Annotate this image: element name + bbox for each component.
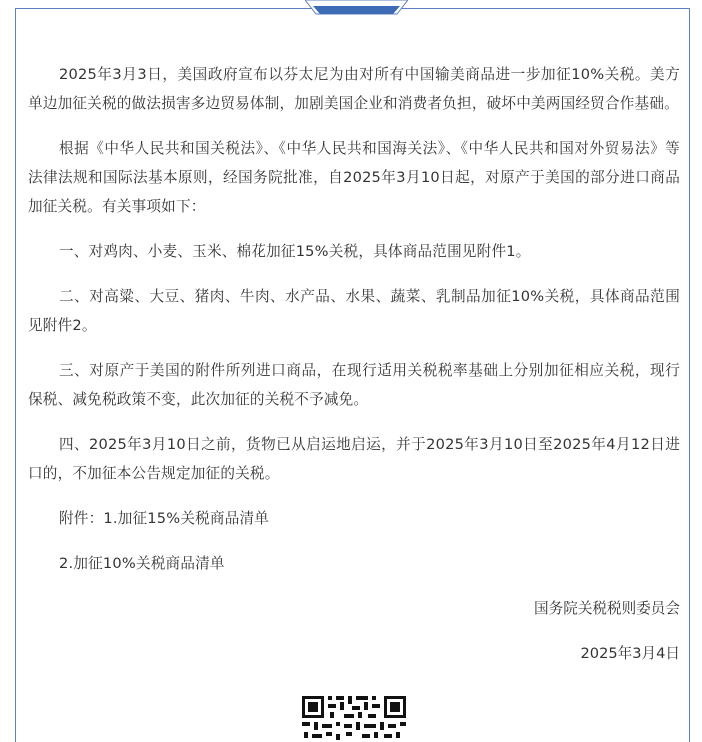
issue-date: 2025年3月4日: [580, 645, 680, 662]
paragraph-item-2: 二、对高粱、大豆、猪肉、牛肉、水产品、水果、蔬菜、乳制品加征10%关税，具体商品范围见附件2。: [28, 288, 680, 334]
attachment-2: 2.加征10%关税商品清单: [59, 555, 225, 572]
paragraph-legal-basis: 根据《中华人民共和国关税法》、《中华人民共和国海关法》、《中华人民共和国对外贸易法》等法律法规和国际法基本原则，经国务院批准，自2025年3月10日起，对原产于美国的部分进口商品加征关税。有关事项如下：: [28, 140, 680, 215]
paragraph-intro: 2025年3月3日，美国政府宣布以芬太尼为由对所有中国输美商品进一步加征10%关税。美方单边加征关税的做法损害多边贸易体制，加剧美国企业和消费者负担，破坏中美两国经贸合作基础。: [28, 66, 680, 112]
paragraph-item-1: 一、对鸡肉、小麦、玉米、棉花加征15%关税，具体商品范围见附件1。: [59, 243, 531, 260]
announcement-body: [28, 60, 680, 668]
paragraph-item-3: 三、对原产于美国的附件所列进口商品，在现行适用关税税率基础上分别加征相应关税，现行保税、减免税政策不变，此次加征的关税不予减免。: [28, 362, 680, 408]
paragraph-item-4: 四、2025年3月10日之前，货物已从启运地启运，并于2025年3月10日至2025年4月12日进口的，不加征本公告规定加征的关税。: [28, 436, 680, 482]
header-tab-decoration: [305, 0, 408, 18]
qr-code-image[interactable]: [300, 694, 408, 742]
signature: 国务院关税税则委员会: [534, 600, 680, 617]
attachment-1: 附件：1.加征15%关税商品清单: [59, 510, 270, 527]
